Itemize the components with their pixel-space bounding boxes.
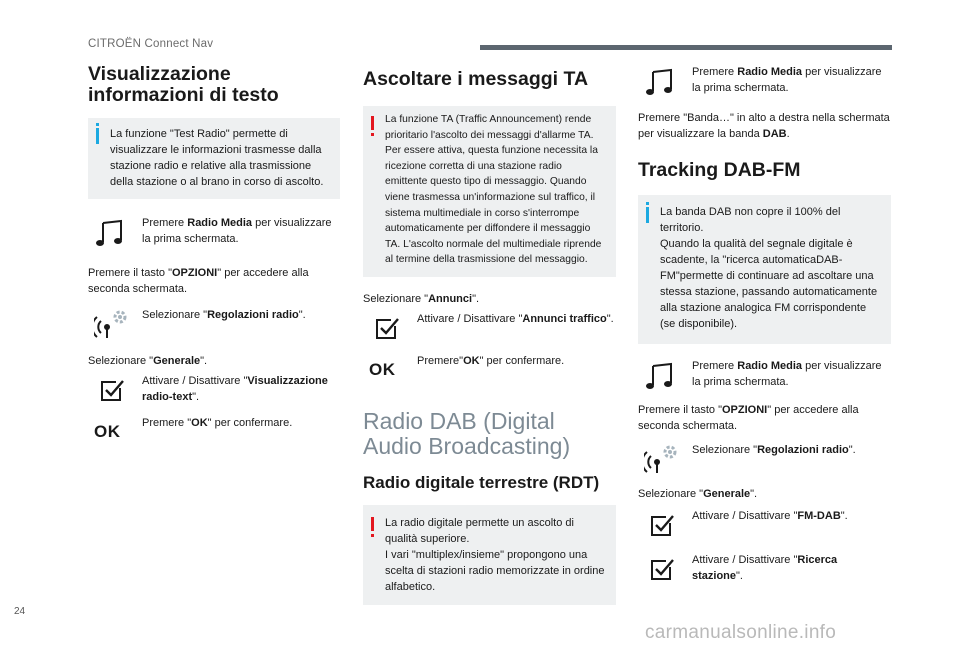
step-annunci-traffico <box>363 311 616 347</box>
info-icon <box>646 207 649 223</box>
radio-settings-icon <box>94 307 128 341</box>
warning-note <box>363 505 616 605</box>
step-text: Attivare / Disattivare "Visualizzazione radio-text". <box>142 375 328 403</box>
info-note-text: La funzione "Test Radio" permette di visualizzare le informazioni trasmesse dalla stazione radio e relative alla trasmissione della stazione o al brano in corso di ascolto. <box>110 128 324 188</box>
info-icon <box>96 128 99 144</box>
warning-icon <box>371 517 374 531</box>
column-1 <box>88 64 340 459</box>
step-radio-media <box>88 215 340 251</box>
radio-settings-icon <box>644 442 678 476</box>
step-text: Premere Radio Media per visualizzare la prima schermata. <box>142 217 332 245</box>
running-header: CITROËN Connect Nav <box>88 38 214 50</box>
section-title-tracking: Tracking DAB-FM <box>638 159 801 181</box>
step-regolazioni <box>88 307 340 343</box>
warning-note-text: I vari "multiplex/insieme" propongono una scelta di stazioni radio memorizzate in ordine alfabetico. <box>385 548 605 593</box>
column-3 <box>638 64 891 596</box>
paragraph-generale: Selezionare "Generale". <box>638 488 758 500</box>
step-regolazioni <box>638 442 891 478</box>
music-note-icon <box>94 215 128 249</box>
step-text: Selezionare "Regolazioni radio". <box>142 309 306 321</box>
step-text: Selezionare "Regolazioni radio". <box>692 444 856 456</box>
ok-icon: OK <box>369 359 396 379</box>
step-radio-media <box>638 64 891 100</box>
warning-icon <box>371 116 374 130</box>
paragraph-generale: Selezionare "Generale". <box>88 355 208 367</box>
checkbox-icon <box>94 373 128 407</box>
info-note-text: Quando la qualità del segnale digitale è scadente, la "ricerca automaticaDAB-FM"permette di continuare ad ascoltare una stessa stazione, passando automaticamente alla stazione analogica FM corrispondente (se disponibile). <box>660 238 878 330</box>
step-text: Attivare / Disattivare "Annunci traffico". <box>417 312 614 325</box>
step-text: Premere Radio Media per visualizzare la prima schermata. <box>692 360 882 388</box>
info-note-text: La banda DAB non copre il 100% del territorio. <box>660 206 841 234</box>
step-radio-text <box>88 373 340 409</box>
section-title-text-info: Visualizzazione informazioni di testo <box>88 63 279 106</box>
checkbox-icon <box>644 508 678 542</box>
step-text: Attivare / Disattivare "FM-DAB". <box>692 510 848 522</box>
step-text: Attivare / Disattivare "Ricerca stazione". <box>692 554 838 582</box>
paragraph-opzioni: Premere il tasto "OPZIONI" per accedere alla seconda schermata. <box>88 267 309 295</box>
paragraph-annunci: Selezionare "Annunci". <box>363 292 480 305</box>
section-title-rdt: Radio digitale terrestre (RDT) <box>363 472 600 492</box>
info-note <box>88 118 340 199</box>
step-radio-media <box>638 358 891 394</box>
step-text: Premere Radio Media per visualizzare la prima schermata. <box>692 66 882 94</box>
watermark: carmanualsonline.info <box>645 622 837 643</box>
paragraph-banda: Premere "Banda…" in alto a destra nella schermata per visualizzare la banda DAB. <box>638 112 890 140</box>
ok-icon: OK <box>94 422 121 441</box>
warning-note-text: La funzione TA (Traffic Announcement) rende prioritario l'ascolto dei messaggi d'allarme TA. Per essere attiva, questa funzione necessita la ricezione corretta di una stazione radio emittente questo tipo di messaggio. Quando viene trasmessa un'informazione sul traffico, il sistema multimediale in corso s'interrompe automaticamente per diffondere il messaggio TA. L'ascolto normale del multimediale riprende al termine della trasmissione del messaggio. <box>385 114 602 266</box>
step-text: Premere "OK" per confermare. <box>142 417 293 429</box>
warning-note <box>363 106 616 277</box>
checkbox-icon <box>644 552 678 586</box>
music-note-icon <box>644 64 678 98</box>
checkbox-icon <box>369 311 403 345</box>
step-text: Premere"OK" per confermare. <box>417 354 565 367</box>
column-2 <box>363 64 616 619</box>
paragraph-opzioni: Premere il tasto "OPZIONI" per accedere alla seconda schermata. <box>638 404 859 432</box>
step-ok <box>363 353 616 389</box>
step-ok <box>88 415 340 451</box>
header-bar <box>480 45 892 50</box>
step-ricerca-stazione <box>638 552 891 588</box>
step-fm-dab <box>638 508 891 544</box>
chapter-title-dab: Radio DAB (Digital Audio Broadcasting) <box>363 407 571 459</box>
info-note <box>638 195 891 344</box>
warning-note-text: La radio digitale permette un ascolto di qualità superiore. <box>385 516 574 545</box>
section-title-ta: Ascoltare i messaggi TA <box>363 68 589 90</box>
music-note-icon <box>644 358 678 392</box>
page-number: 24 <box>14 606 26 617</box>
